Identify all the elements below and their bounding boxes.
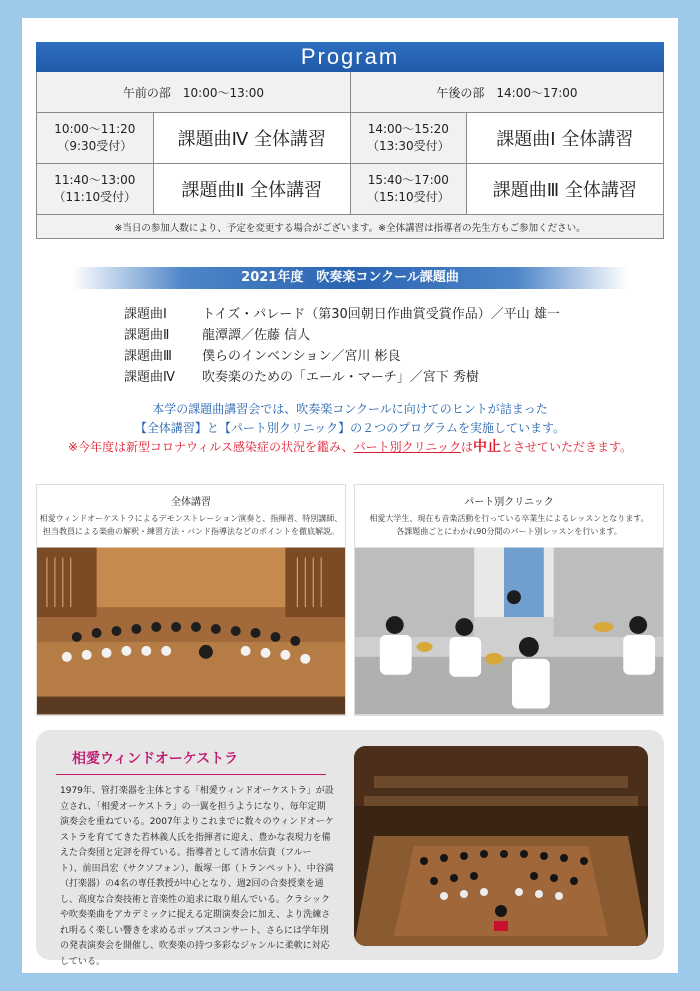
piece-label: 課題曲Ⅰ xyxy=(124,307,167,322)
pm-time-cell xyxy=(350,113,466,163)
pm-time: 14:00〜15:20 xyxy=(367,122,449,136)
orchestra-hall-photo xyxy=(354,746,648,946)
part-clinic-card xyxy=(354,484,664,716)
piece-label: 課題曲Ⅱ xyxy=(124,328,170,343)
piece-label: 課題曲Ⅲ xyxy=(124,349,172,364)
card-desc-line: 各課題曲ごとにわかれ90分間のパート別レッスンを行います。 xyxy=(396,527,622,536)
am-time: 11:40〜13:00 xyxy=(54,173,136,187)
orchestra-title-divider xyxy=(56,774,326,775)
orchestra-section xyxy=(36,730,664,967)
program-grid xyxy=(36,72,664,239)
list-item xyxy=(124,304,560,325)
schedule-row-2 xyxy=(37,163,663,214)
am-time: 10:00〜11:20 xyxy=(54,122,136,136)
am-reception: （11:10受付） xyxy=(53,190,137,204)
page-sheet xyxy=(22,18,678,973)
pm-reception: （15:10受付） xyxy=(367,190,450,204)
card-title: パート別クリニック xyxy=(464,497,554,508)
morning-session-label: 午前の部 10:00〜13:00 xyxy=(122,85,265,100)
am-time-cell xyxy=(37,113,153,163)
orchestra-title: 相愛ウィンドオーケストラ xyxy=(72,751,239,767)
schedule-row-1 xyxy=(37,112,663,163)
list-item xyxy=(124,346,560,367)
card-desc xyxy=(355,512,663,538)
card-title: 全体講習 xyxy=(171,497,211,508)
contest-title-band: 2021年度 吹奏楽コンクール課題曲 xyxy=(72,267,628,289)
am-time-cell xyxy=(37,164,153,214)
notice-underline: パート別クリニック xyxy=(353,440,461,454)
piece-text: トイズ・パレード（第30回朝日作曲賞受賞作品）／平山 雄一 xyxy=(202,307,560,322)
program-table xyxy=(36,42,664,239)
am-reception: （9:30受付） xyxy=(57,139,133,153)
card-desc-line: 相愛大学生、現在も音楽活動を行っている卒業生によるレッスンとなります。 xyxy=(369,514,649,523)
cancellation-notice xyxy=(36,438,664,457)
full-lecture-card xyxy=(36,484,346,716)
pm-topic: 課題曲Ⅰ 全体講習 xyxy=(466,113,663,163)
am-topic: 課題曲Ⅳ 全体講習 xyxy=(153,113,350,163)
pm-time: 15:40〜17:00 xyxy=(367,173,449,187)
lesson-room-photo xyxy=(355,547,663,715)
contest-pieces-list xyxy=(124,304,560,388)
piece-label: 課題曲Ⅳ xyxy=(124,370,175,385)
pm-reception: （13:30受付） xyxy=(367,139,450,153)
notice-pre: ※今年度は新型コロナウィルス感染症の状況を鑑み、 xyxy=(67,440,354,454)
orchestra-description: 1979年、管打楽器を主体とする「相愛ウィンドオーケストラ」が設立され、「相愛オーケストラ」の一翼を担うようになり、毎年定期演奏会を重ねている。2007年よりこれまでに数々のウィンドオーケストラを育ててきた若林義人氏を指揮者に迎え、豊かな表現力を備えた合奏団と定評を得ている。指導者として清水信貴（フルート）、前田昌宏（サクソフォン）、飯塚一郎（トランペット）、中谷満（打楽器）の4名の専任教授が中心となり、週2回の合奏授業を通し、高度な合奏技術と音楽性の追求に取り組んでいる。クラシックや吹奏楽曲をアカデミックに捉える定期演奏会に加え、より洗練され明るく楽しい響きを求めるポップスコンサート、さらには学年別の発表演奏会を開催し、吹奏楽の持つ多彩なジャンルに柔軟に対応している。 xyxy=(60,786,334,967)
session-header-row xyxy=(37,72,663,112)
notice-bold: 中止 xyxy=(472,439,501,455)
pm-topic: 課題曲Ⅲ 全体講習 xyxy=(466,164,663,214)
list-item xyxy=(124,367,560,388)
intro-text xyxy=(36,400,664,457)
card-desc-line: 担当教員による楽曲の解釈・練習方法・バンド指導法などのポイントを徹底解説。 xyxy=(43,527,339,536)
card-desc xyxy=(37,512,345,538)
program-note: ※当日の参加人数により、予定を変更する場合がございます。※全体講習は指導者の先生方もご参加ください。 xyxy=(37,214,663,238)
piece-text: 僕らのインベンション／宮川 彬良 xyxy=(202,349,401,364)
notice-mid: は xyxy=(460,440,473,454)
card-desc-line: 相愛ウィンドオーケストラによるデモンストレーション演奏と、指揮者、特別講師、 xyxy=(39,514,343,523)
list-item xyxy=(124,325,560,346)
notice-post: とさせていただきます。 xyxy=(500,440,633,454)
concert-hall-photo xyxy=(37,547,345,715)
intro-line-1: 本学の課題曲講習会では、吹奏楽コンクールに向けてのヒントが詰まった xyxy=(152,402,548,416)
piece-text: 吹奏楽のための「エール・マーチ」／宮下 秀樹 xyxy=(202,370,479,385)
afternoon-session-label: 午後の部 14:00〜17:00 xyxy=(350,72,663,112)
program-title: Program xyxy=(36,42,664,72)
intro-line-2: 【全体講習】と【パート別クリニック】の２つのプログラムを実施しています。 xyxy=(134,421,566,435)
piece-text: 龍潭譚／佐藤 信人 xyxy=(202,328,311,343)
pm-time-cell xyxy=(350,164,466,214)
am-topic: 課題曲Ⅱ 全体講習 xyxy=(153,164,350,214)
